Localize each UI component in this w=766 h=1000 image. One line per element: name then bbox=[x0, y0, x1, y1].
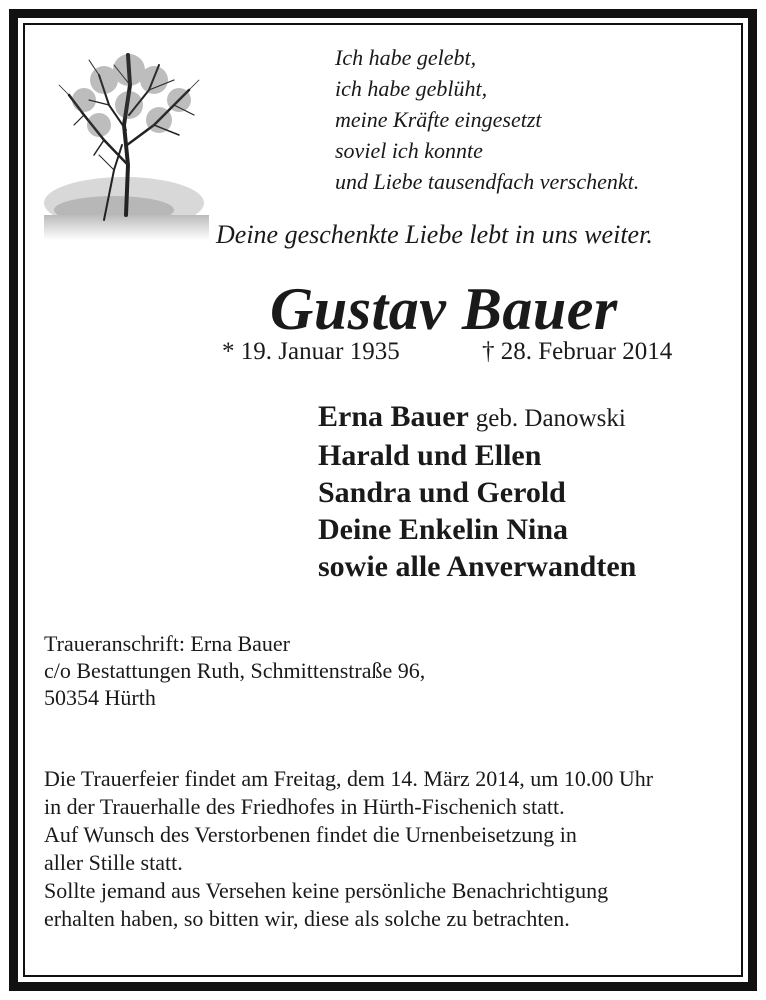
address-line: 50354 Hürth bbox=[44, 685, 156, 710]
notice-line: in der Trauerhalle des Friedhofes in Hürth-Fischenich statt. bbox=[44, 794, 565, 819]
notice-line: Die Trauerfeier findet am Freitag, dem 14. März 2014, um 10.00 Uhr bbox=[44, 766, 654, 791]
mourner-line: Sandra und Gerold bbox=[318, 476, 566, 509]
mourner-line: Harald und Ellen bbox=[318, 439, 542, 472]
poem-line: soviel ich konnte bbox=[335, 138, 483, 163]
birth-date: * 19. Januar 1935 bbox=[222, 338, 400, 365]
mourner-line: Deine Enkelin Nina bbox=[318, 513, 569, 546]
poem-line: ich habe geblüht, bbox=[335, 76, 488, 101]
death-date: † 28. Februar 2014 bbox=[482, 338, 673, 365]
mourner-line: sowie alle Anverwandten bbox=[318, 550, 637, 583]
mourning-address bbox=[44, 630, 425, 711]
mourners-list bbox=[318, 398, 636, 585]
notice-line: Auf Wunsch des Verstorbenen findet die Urnenbeisetzung in bbox=[44, 822, 577, 847]
notice-line: Sollte jemand aus Versehen keine persönliche Benachrichtigung bbox=[44, 878, 609, 903]
mourner-line bbox=[318, 398, 636, 437]
poem-line: Ich habe gelebt, bbox=[335, 45, 477, 70]
notice-line: erhalten haben, so bitten wir, diese als solche zu betrachten. bbox=[44, 906, 570, 931]
tree-illustration bbox=[44, 45, 209, 240]
funeral-notice bbox=[44, 765, 653, 933]
poem-line: meine Kräfte eingesetzt bbox=[335, 107, 542, 132]
address-line: Traueranschrift: Erna Bauer bbox=[44, 631, 290, 656]
tagline: Deine geschenkte Liebe lebt in uns weiter. bbox=[216, 220, 653, 249]
deceased-name: Gustav Bauer bbox=[270, 276, 618, 342]
poem bbox=[335, 42, 639, 197]
poem-line: und Liebe tausendfach verschenkt. bbox=[335, 169, 640, 194]
notice-line: aller Stille statt. bbox=[44, 850, 183, 875]
maiden-name: geb. Danowski bbox=[475, 405, 626, 432]
address-line: c/o Bestattungen Ruth, Schmittenstraße 96, bbox=[44, 658, 426, 683]
mourner-name: Erna Bauer bbox=[318, 400, 469, 433]
